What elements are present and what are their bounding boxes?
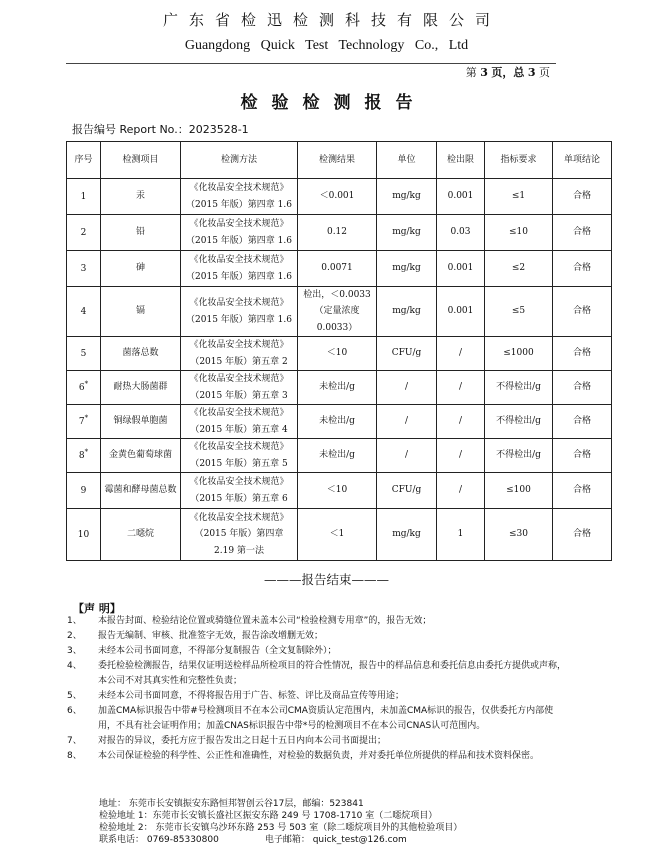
declaration-text: 未经本公司书面同意，不得部分复制报告（全文复制除外）； [98,646,337,656]
test-method-line: （2015 年版）第四章 1.6 [186,199,292,210]
detection-limit: 0.001 [437,251,485,287]
conclusion: 合格 [553,405,612,439]
test-method-line: 《化妆品安全技术规范》 [189,408,289,419]
declaration-text: 本报告封面、检验结论位置或骑缝位置未盖本公司“检验检测专用章”的，报告无效； [98,616,432,626]
declaration-number: 8、 [67,751,82,761]
company-name-chinese: 广东省检迅检测科技有限公司 [162,11,501,29]
requirement: ≤2 [485,251,553,287]
test-method-line: 《化妆品安全技术规范》 [189,219,289,230]
unit: mg/kg [377,179,437,215]
declaration-text: 报告无编制、审核、批准签字无效，报告涂改增删无效； [98,631,324,641]
test-method-line: （2015 年版）第四章 1.6 [186,314,292,325]
test-method-line: 《化妆品安全技术规范》 [189,340,289,351]
test-method-line: （2015 年版）第四章 1.6 [186,235,292,246]
row-number [67,215,101,251]
detection-limit: 0.001 [437,287,485,337]
requirement: ≤30 [485,509,553,561]
unit: CFU/g [377,473,437,509]
test-method-line: （2015 年版）第五章 6 [190,493,288,504]
test-method [181,251,298,287]
test-result: ＜1 [298,509,377,561]
test-result: 0.0071 [298,251,377,287]
test-result: ＜10 [298,337,377,371]
row-number [67,371,101,405]
row-number-value: 5 [80,349,87,360]
requirement: ≤5 [485,287,553,337]
declaration-item [67,614,567,629]
conclusion: 合格 [553,509,612,561]
conclusion: 合格 [553,439,612,473]
declaration-number: 1、 [67,616,82,626]
requirement: ≤10 [485,215,553,251]
unit: CFU/g [377,337,437,371]
table-body [67,179,612,561]
row-number [67,337,101,371]
column-header: 指标要求 [485,142,553,179]
declaration-number: 7、 [67,736,82,746]
row-number-value: 10 [77,530,90,541]
declaration-item [67,734,567,749]
page-current: 3 [480,66,488,79]
declaration-text: 加盖CMA标识报告中带#号检测项目不在本公司CMA资质认定范围内，未加盖CMA标识的报告，仅供委托方内部使用，不具有社会证明作用；加盖CNAS标识报告中带*号的检测项目不在本公司CNAS认可范围内。 [98,706,554,731]
cnas-star-mark: * [84,380,89,389]
row-number-value: 9 [80,486,87,497]
requirement: ≤1 [485,179,553,215]
table-row [67,371,612,405]
column-header: 单位 [377,142,437,179]
test-method-line: （2015 年版）第四章 1.6 [186,271,292,282]
page-prefix: 第 [465,66,477,79]
conclusion: 合格 [553,473,612,509]
footer-test-address-1: 检验地址 1：东莞市长安镇长盛社区振安东路 249 号 1708-1710 室（二噁烷项目） [99,811,438,821]
row-number [67,179,101,215]
report-number: 报告编号 Report No.：2023528-1 [72,123,249,136]
test-method [181,371,298,405]
table-row [67,439,612,473]
detection-limit: / [437,337,485,371]
test-item: 汞 [101,179,181,215]
test-item: 镉 [101,287,181,337]
column-header: 检测结果 [298,142,377,179]
column-header: 单项结论 [553,142,612,179]
unit: / [377,439,437,473]
test-method-line: 《化妆品安全技术规范》 [189,298,289,309]
requirement: ≤100 [485,473,553,509]
declaration-number: 3、 [67,646,82,656]
footer-email[interactable]: 电子邮箱： quick_test@126.com [264,835,407,845]
unit: mg/kg [377,215,437,251]
test-method-line: （2015 年版）第五章 4 [190,424,288,435]
report-end-mark: ———报告结束——— [263,572,389,587]
test-method-line: 《化妆品安全技术规范》 [189,255,289,266]
test-item: 铜绿假单胞菌 [101,405,181,439]
detection-limit: / [437,473,485,509]
detection-limit: 0.001 [437,179,485,215]
test-item: 砷 [101,251,181,287]
column-header: 序号 [67,142,101,179]
detection-limit: 0.03 [437,215,485,251]
declaration-item [67,704,567,734]
cnas-star-mark: * [84,414,89,423]
page-suffix: 页 [539,66,550,79]
declaration-number: 4、 [67,661,82,671]
detection-limit: / [437,439,485,473]
declaration-text: 委托检验检测报告，结果仅证明送检样品所检项目的符合性情况，报告中的样品信息和委托信息由委托方提供或声称，本公司不对其真实性和完整性负责； [98,661,567,686]
footer-test-address-2: 检验地址 2： 东莞市长安镇乌沙环东路 253 号 503 室（除二噁烷项目外的其他检验项目） [99,823,463,833]
declaration-heading: 【声 明】 [73,602,121,615]
page-mid: 页，总 [491,66,525,79]
test-result: ＜0.001 [298,179,377,215]
column-header: 检测方法 [181,142,298,179]
test-method-line: （2015 年版）第五章 5 [190,458,288,469]
test-method-line: （2015 年版）第五章 2 [190,356,288,367]
row-number [67,405,101,439]
declaration-text: 未经本公司书面同意，不得将报告用于广告、标签、评比及商品宣传等用途； [98,691,405,701]
declaration-text: 对报告的异议，委托方应于报告发出之日起十五日内向本公司书面提出； [98,736,387,746]
declaration-item [67,689,567,704]
conclusion: 合格 [553,251,612,287]
test-method [181,337,298,371]
page-total: 3 [527,66,536,79]
column-header: 检出限 [437,142,485,179]
row-number-value: 4 [80,307,87,318]
test-result: 0.12 [298,215,377,251]
row-number-value: 3 [80,264,87,275]
row-number [67,287,101,337]
requirement: 不得检出/g [485,439,553,473]
footer-phone: 联系电话： 0769-85330800 [99,835,219,845]
test-result: 未检出/g [298,439,377,473]
footer-address: 地址： 东莞市长安镇振安东路恒邦智创云谷17层，邮编：523841 [99,799,364,809]
results-table [66,141,612,561]
requirement: 不得检出/g [485,405,553,439]
unit: / [377,371,437,405]
declaration-number: 5、 [67,691,82,701]
table-row [67,251,612,287]
conclusion: 合格 [553,371,612,405]
test-method-line: （2015 年版）第五章 3 [190,390,288,401]
declaration-text: 本公司保证检验的科学性、公正性和准确性，对检验的数据负责，并对委托单位所提供的样品和技术资料保密。 [98,751,540,761]
declaration-item [67,659,567,689]
declaration-number: 2、 [67,631,82,641]
row-number [67,439,101,473]
table-row [67,287,612,337]
test-method-line: 2.19 第一法 [214,545,264,556]
table-row [67,179,612,215]
table-row [67,337,612,371]
test-item: 铅 [101,215,181,251]
declaration-number: 6、 [67,706,82,716]
test-method-line: 《化妆品安全技术规范》 [189,442,289,453]
test-result: ＜10 [298,473,377,509]
conclusion: 合格 [553,215,612,251]
footer-contact-line [99,834,462,846]
test-item: 菌落总数 [101,337,181,371]
unit: mg/kg [377,509,437,561]
test-item: 耐热大肠菌群 [101,371,181,405]
declaration-item [67,644,567,659]
test-item: 二噁烷 [101,509,181,561]
test-method-line: 《化妆品安全技术规范》 [189,183,289,194]
table-header-row [67,142,612,179]
row-number-value: 2 [80,228,87,239]
row-number-value: 7 [78,417,85,428]
test-method [181,473,298,509]
detection-limit: / [437,371,485,405]
contact-footer [99,798,462,846]
test-method [181,215,298,251]
report-title: 检验检测报告 [240,93,427,113]
detection-limit: 1 [437,509,485,561]
test-method-line: 《化妆品安全技术规范》 [189,477,289,488]
test-method [181,405,298,439]
declaration-item [67,749,567,764]
column-header: 检测项目 [101,142,181,179]
requirement: ≤1000 [485,337,553,371]
page-indicator [466,64,550,80]
cnas-star-mark: * [84,448,89,457]
test-method [181,509,298,561]
test-item: 金黄色葡萄球菌 [101,439,181,473]
unit: / [377,405,437,439]
row-number [67,473,101,509]
table-row [67,405,612,439]
company-name-english: Guangdong Quick Test Technology Co., Ltd [184,38,469,53]
unit: mg/kg [377,287,437,337]
test-result: 未检出/g [298,371,377,405]
conclusion: 合格 [553,287,612,337]
declaration-item [67,629,567,644]
test-method-line: （2015 年版）第四章 [194,529,284,540]
test-method [181,287,298,337]
row-number-value: 1 [80,192,87,203]
test-method [181,179,298,215]
unit: mg/kg [377,251,437,287]
test-method-line: 《化妆品安全技术规范》 [189,374,289,385]
row-number-value: 8 [78,451,85,462]
test-result: 未检出/g [298,405,377,439]
row-number-value: 6 [78,383,85,394]
requirement: 不得检出/g [485,371,553,405]
table-row [67,215,612,251]
row-number [67,251,101,287]
conclusion: 合格 [553,337,612,371]
table-row [67,509,612,561]
declaration-list [67,614,567,764]
test-item: 霉菌和酵母菌总数 [101,473,181,509]
row-number [67,509,101,561]
test-method [181,439,298,473]
test-method-line: 《化妆品安全技术规范》 [189,513,289,524]
detection-limit: / [437,405,485,439]
table-row [67,473,612,509]
conclusion: 合格 [553,179,612,215]
test-result: 检出，＜0.0033（定量浓度 0.0033） [298,287,377,337]
